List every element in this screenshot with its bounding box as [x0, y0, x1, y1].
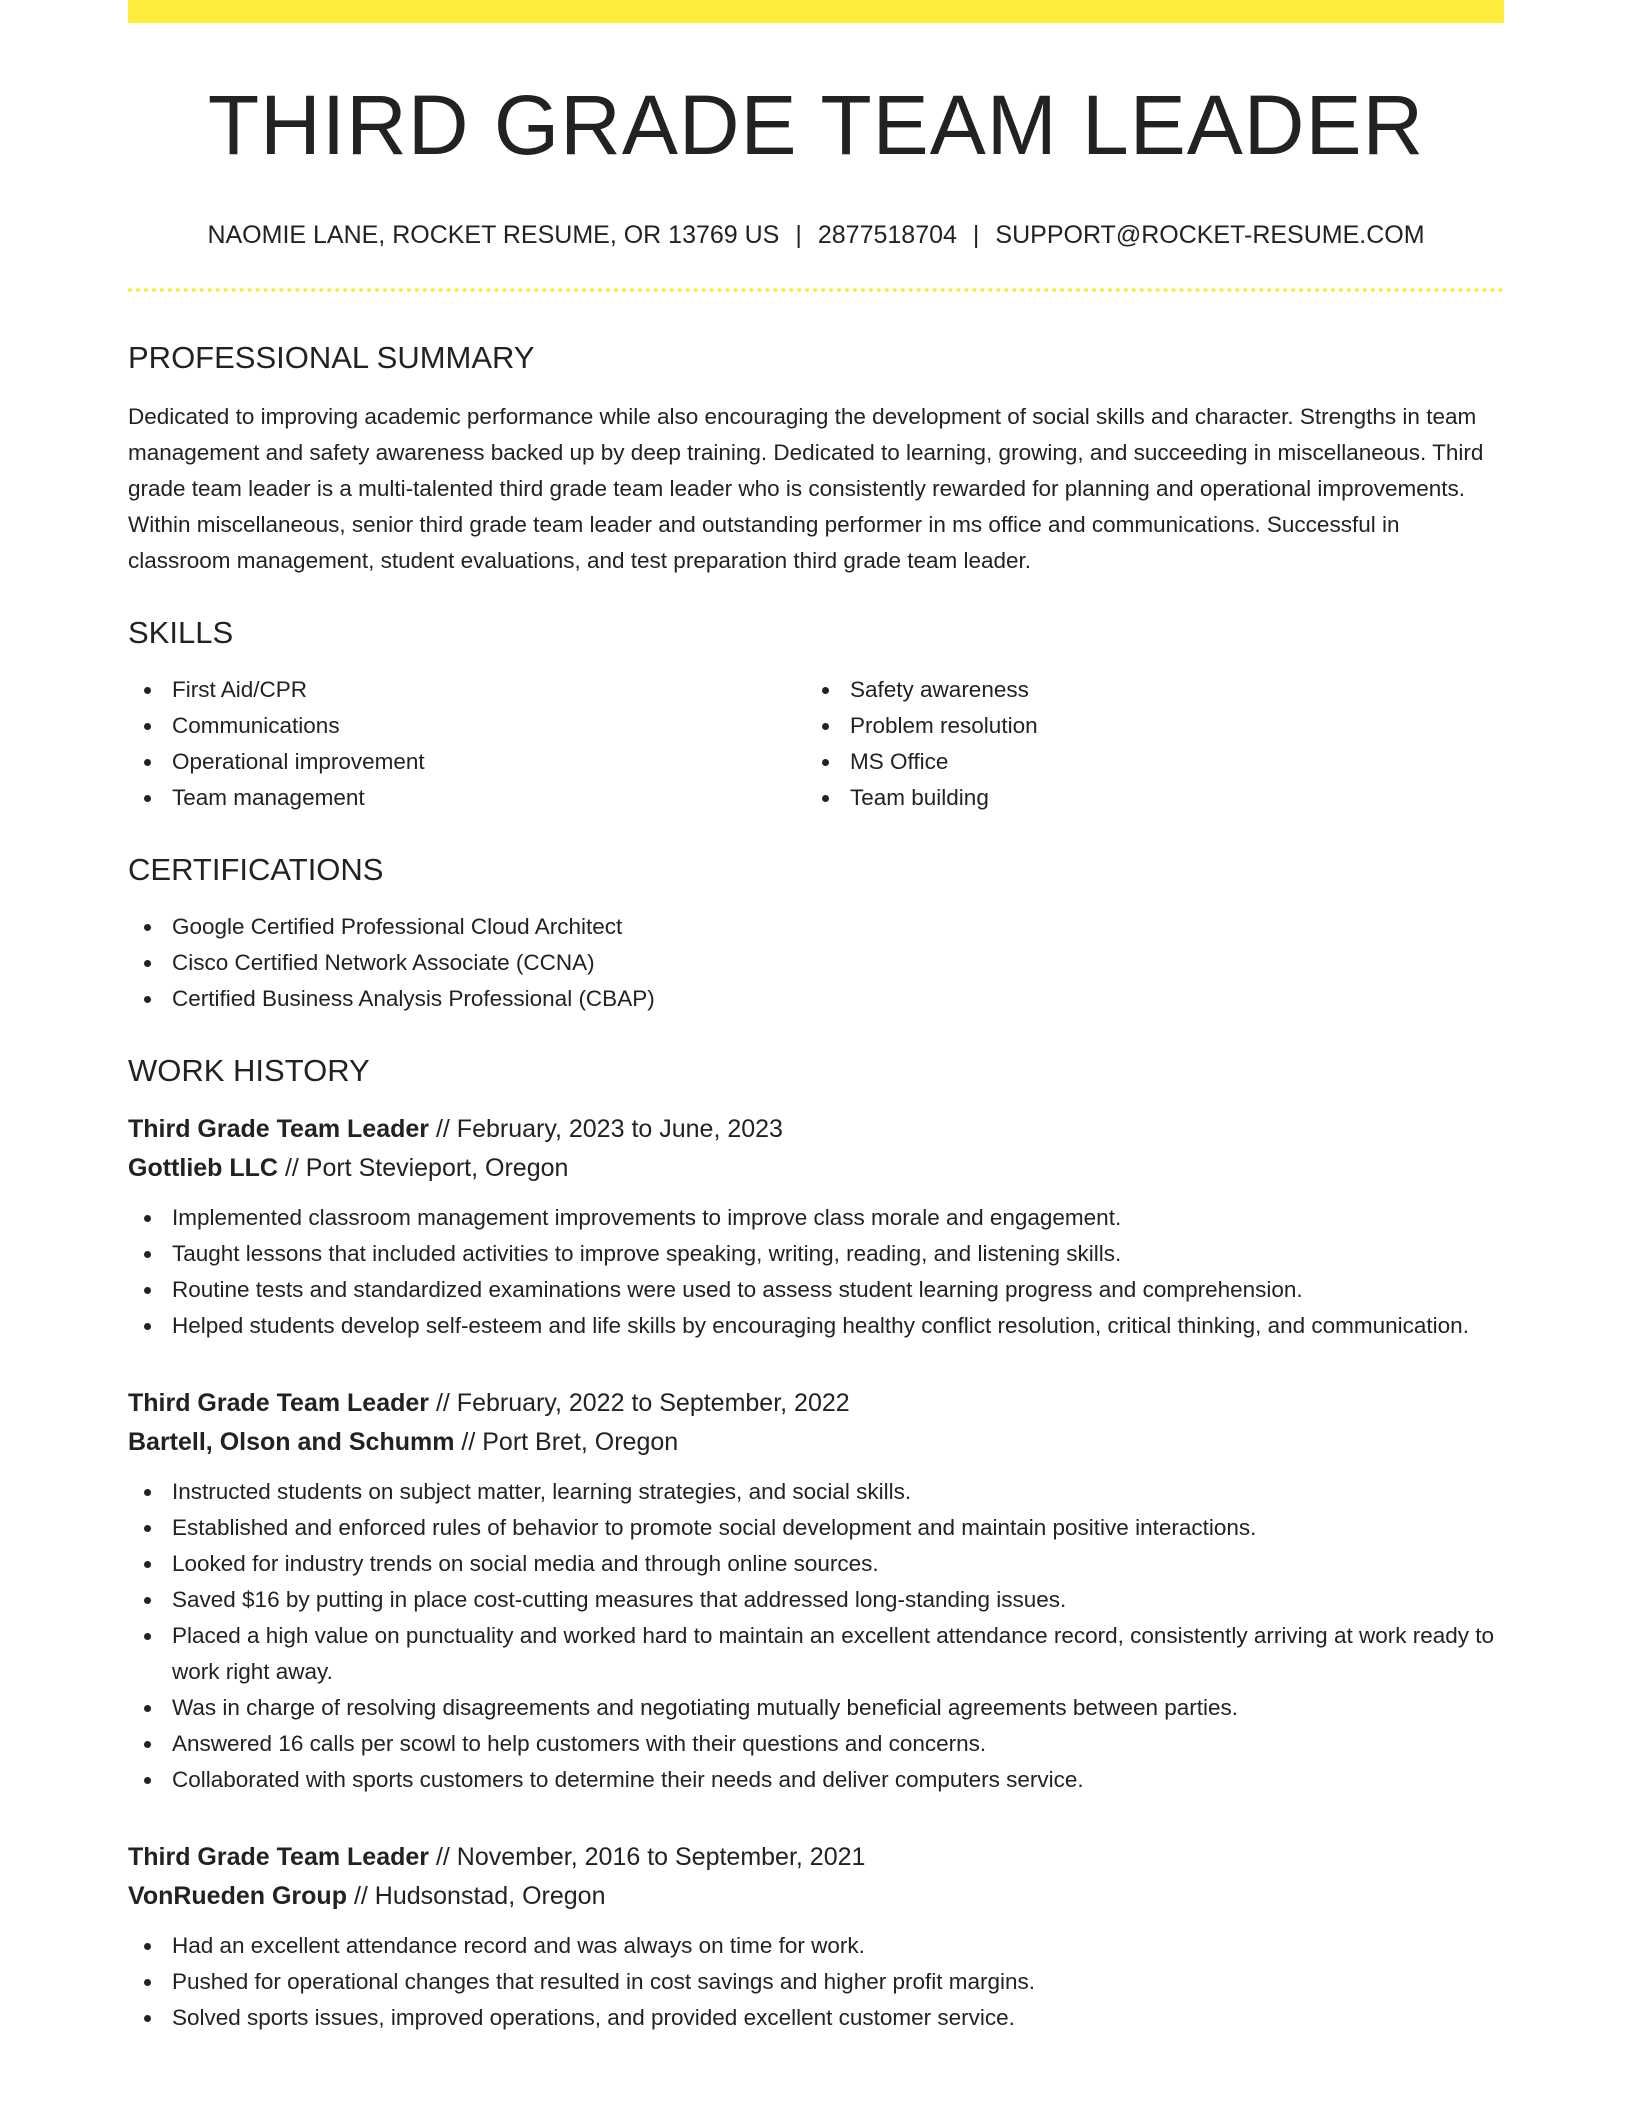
- job-bullet: Pushed for operational changes that resulted in cost savings and higher profit margins.: [128, 1964, 1504, 2000]
- dotted-divider: [128, 288, 1504, 292]
- skills-grid: [128, 672, 1504, 816]
- work-history-section: [128, 1055, 1504, 2036]
- job-title: Third Grade Team Leader: [128, 1843, 430, 1871]
- job-bullets: [128, 1928, 1504, 2036]
- job-bullet: Instructed students on subject matter, learning strategies, and social skills.: [128, 1474, 1504, 1510]
- job-entry: [128, 1110, 1504, 1344]
- job-title-line: [128, 1838, 1504, 1877]
- certification-item: Certified Business Analysis Professional (CBAP): [128, 981, 1504, 1017]
- job-dates: // February, 2023 to June, 2023: [435, 1115, 783, 1143]
- skills-column-left: [128, 672, 806, 816]
- skill-item: Communications: [128, 708, 806, 744]
- job-title-line: [128, 1110, 1504, 1149]
- skill-item: First Aid/CPR: [128, 672, 806, 708]
- contact-email: SUPPORT@ROCKET-RESUME.COM: [995, 221, 1425, 249]
- skill-item: Operational improvement: [128, 744, 806, 780]
- skills-column-right: [806, 672, 1484, 816]
- job-title-line: [128, 1384, 1504, 1423]
- contact-separator: |: [795, 221, 802, 249]
- job-company: Gottlieb LLC: [128, 1154, 278, 1182]
- job-location: // Hudsonstad, Oregon: [353, 1882, 606, 1910]
- job-company-line: [128, 1149, 1504, 1188]
- job-bullet: Saved $16 by putting in place cost-cutting measures that addressed long-standing issues.: [128, 1582, 1504, 1618]
- job-bullet: Answered 16 calls per scowl to help customers with their questions and concerns.: [128, 1726, 1504, 1762]
- section-heading-skills: SKILLS: [128, 615, 234, 650]
- skill-item: Problem resolution: [806, 708, 1484, 744]
- job-title: Third Grade Team Leader: [128, 1389, 430, 1417]
- job-entry: [128, 1838, 1504, 2036]
- job-bullet: Placed a high value on punctuality and worked hard to maintain an excellent attendance record, consistently arriving at work ready to work right away.: [128, 1618, 1504, 1690]
- certification-item: Google Certified Professional Cloud Architect: [128, 909, 1504, 945]
- job-bullet: Routine tests and standardized examinations were used to assess student learning progress and comprehension.: [128, 1272, 1504, 1308]
- skill-item: Team building: [806, 780, 1484, 816]
- section-heading-certifications: CERTIFICATIONS: [128, 852, 384, 887]
- job-bullets: [128, 1200, 1504, 1344]
- contact-phone: 2877518704: [817, 221, 957, 249]
- skills-section: [128, 617, 1504, 816]
- resume-title: THIRD GRADE TEAM LEADER: [207, 78, 1425, 172]
- skill-item: MS Office: [806, 744, 1484, 780]
- job-dates: // February, 2022 to September, 2022: [435, 1389, 850, 1417]
- job-bullets: [128, 1474, 1504, 1798]
- job-bullet: Had an excellent attendance record and was always on time for work.: [128, 1928, 1504, 1964]
- job-bullet: Implemented classroom management improvements to improve class morale and engagement.: [128, 1200, 1504, 1236]
- job-bullet: Taught lessons that included activities to improve speaking, writing, reading, and listening skills.: [128, 1236, 1504, 1272]
- job-bullet: Helped students develop self-esteem and life skills by encouraging healthy conflict resolution, critical thinking, and communication.: [128, 1308, 1504, 1344]
- job-company-line: [128, 1423, 1504, 1462]
- skills-list-right: [806, 672, 1484, 816]
- job-bullet: Established and enforced rules of behavior to promote social development and maintain positive interactions.: [128, 1510, 1504, 1546]
- job-location: // Port Stevieport, Oregon: [284, 1154, 569, 1182]
- section-heading-work-history: WORK HISTORY: [128, 1053, 370, 1088]
- resume-page: [128, 0, 1504, 2036]
- job-company: VonRueden Group: [128, 1882, 347, 1910]
- job-company: Bartell, Olson and Schumm: [128, 1428, 455, 1456]
- job-bullet: Was in charge of resolving disagreements and negotiating mutually beneficial agreements between parties.: [128, 1690, 1504, 1726]
- summary-section: [128, 342, 1504, 579]
- section-heading-summary: PROFESSIONAL SUMMARY: [128, 340, 535, 375]
- job-bullet: Looked for industry trends on social media and through online sources.: [128, 1546, 1504, 1582]
- contact-separator: |: [972, 221, 980, 249]
- skill-item: Team management: [128, 780, 806, 816]
- certifications-section: [128, 854, 1504, 1017]
- contact-line: [128, 223, 1504, 248]
- certification-item: Cisco Certified Network Associate (CCNA): [128, 945, 1504, 981]
- skill-item: Safety awareness: [806, 672, 1484, 708]
- job-title: Third Grade Team Leader: [128, 1115, 430, 1143]
- job-company-line: [128, 1877, 1504, 1916]
- certifications-list: [128, 909, 1504, 1017]
- skills-list-left: [128, 672, 806, 816]
- top-accent-bar: [128, 0, 1504, 23]
- summary-text: Dedicated to improving academic performance while also encouraging the development of social skills and character. Strengths in team management and safety awareness backed up by deep training. Dedicated to learning, growing, and succeeding in miscellaneous. Third grade team leader is a multi-talented third grade team leader who is consistently rewarded for planning and operational improvements. Within miscellaneous, senior third grade team leader and outstanding performer in ms office and communications. Successful in classroom management, student evaluations, and test preparation third grade team leader.: [128, 404, 1484, 573]
- job-location: // Port Bret, Oregon: [461, 1428, 679, 1456]
- job-entry: [128, 1384, 1504, 1798]
- job-bullet: Solved sports issues, improved operations, and provided excellent customer service.: [128, 2000, 1504, 2036]
- contact-address: NAOMIE LANE, ROCKET RESUME, OR 13769 US: [207, 221, 780, 249]
- job-dates: // November, 2016 to September, 2021: [435, 1843, 866, 1871]
- job-bullet: Collaborated with sports customers to determine their needs and deliver computers service.: [128, 1762, 1504, 1798]
